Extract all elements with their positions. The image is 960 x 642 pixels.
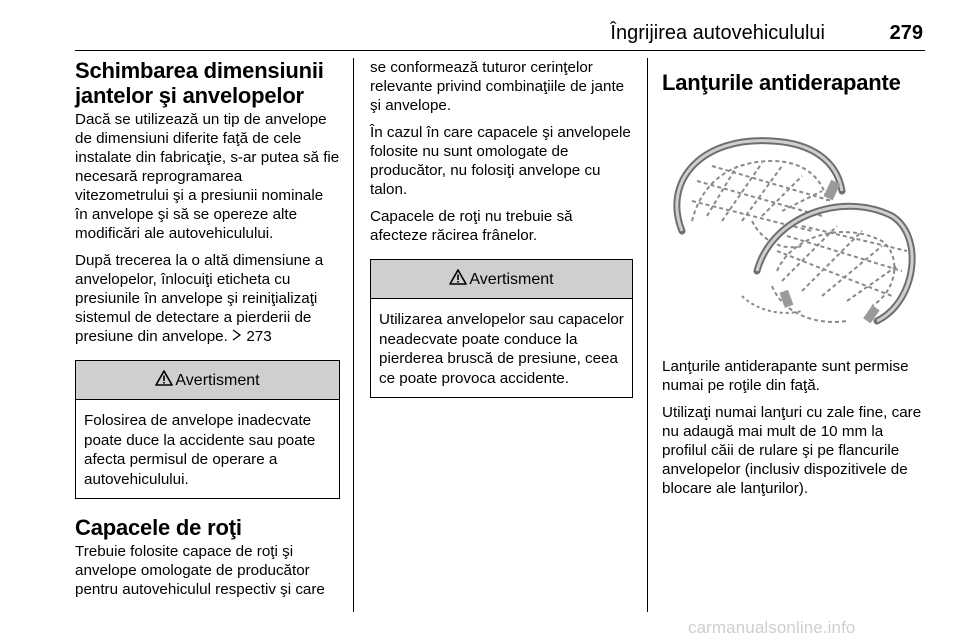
warning-box bbox=[370, 259, 633, 398]
warning-box bbox=[75, 360, 340, 499]
warning-header bbox=[76, 361, 339, 400]
page-reference-arrow-icon bbox=[232, 328, 242, 345]
header-rule bbox=[75, 50, 925, 51]
paragraph-text: După trecerea la o altă dimensiune a anvelopelor, înlocuiţi eticheta cu presiunile în anvelope şi reiniţializaţi sistemul de detectare a pierderii de presiune din anvelope. bbox=[75, 252, 324, 345]
warning-text: Folosirea de anvelope inadecvate poate duce la accidente sau poate afecta permisul de operare a autovehiculului. bbox=[84, 412, 316, 488]
paragraph: Dacă se utilizează un tip de anvelope de dimensiuni diferite faţă de cele instalate din fabricaţie, s-ar putea să fie necesară reprogramarea vitezometrului şi a presiunii nominale în anvelope şi să se opereze alte modificări ale autovehiculului. bbox=[75, 111, 340, 242]
snow-chains-illustration bbox=[662, 121, 927, 341]
paragraph: Utilizaţi numai lanţuri cu zale fine, care nu adaugă mai mult de 10 mm la profilul căii de rulare şi pe flancurile anvelopelor (inclusiv dispozitivele de blocare ale lanţurilor). bbox=[662, 404, 922, 497]
column-divider-1 bbox=[353, 58, 354, 612]
warning-header bbox=[371, 260, 632, 299]
section-heading-wheel-covers: Capacele de roţi bbox=[75, 515, 242, 540]
paragraph: se conformează tuturor cerinţelor relevante privind combinaţiile de jante şi anvelope. bbox=[370, 59, 625, 114]
section-heading-snow-chains: Lanţurile antiderapante bbox=[662, 70, 901, 95]
page-reference-link[interactable]: 273 bbox=[246, 328, 272, 345]
paragraph: În cazul în care capacele şi anvelopele folosite nu sunt omologate de producător, nu folosiţi anvelope cu talon. bbox=[370, 124, 631, 198]
warning-triangle-icon bbox=[449, 269, 469, 290]
paragraph: Capacele de roţi nu trebuie să afecteze răcirea frânelor. bbox=[370, 208, 573, 244]
running-title: Îngrijirea autovehiculului bbox=[610, 22, 825, 44]
warning-text: Utilizarea anvelopelor sau capacelor neadecvate poate conduce la pierderea bruscă de presiune, ceea ce poate provoca accidente. bbox=[379, 311, 624, 387]
paragraph bbox=[75, 251, 340, 346]
warning-title: Avertisment bbox=[175, 371, 260, 389]
page-number: 279 bbox=[889, 22, 923, 44]
column-middle bbox=[370, 58, 633, 398]
section-heading-rim-tyre-size: Schimbarea dimensiunii jantelor şi anvelopelor bbox=[75, 58, 324, 108]
paragraph: Lanţurile antiderapante sunt permise numai pe roţile din faţă. bbox=[662, 358, 909, 394]
paragraph: Trebuie folosite capace de roţi şi anvelope omologate de producător pentru autovehiculul respectiv şi care bbox=[75, 543, 325, 598]
page-header bbox=[75, 22, 925, 52]
column-left bbox=[75, 58, 340, 607]
column-divider-2 bbox=[647, 58, 648, 612]
column-right bbox=[662, 58, 927, 506]
warning-title: Avertisment bbox=[469, 270, 554, 288]
watermark: carmanualsonline.info bbox=[688, 618, 856, 637]
warning-triangle-icon bbox=[155, 370, 175, 391]
